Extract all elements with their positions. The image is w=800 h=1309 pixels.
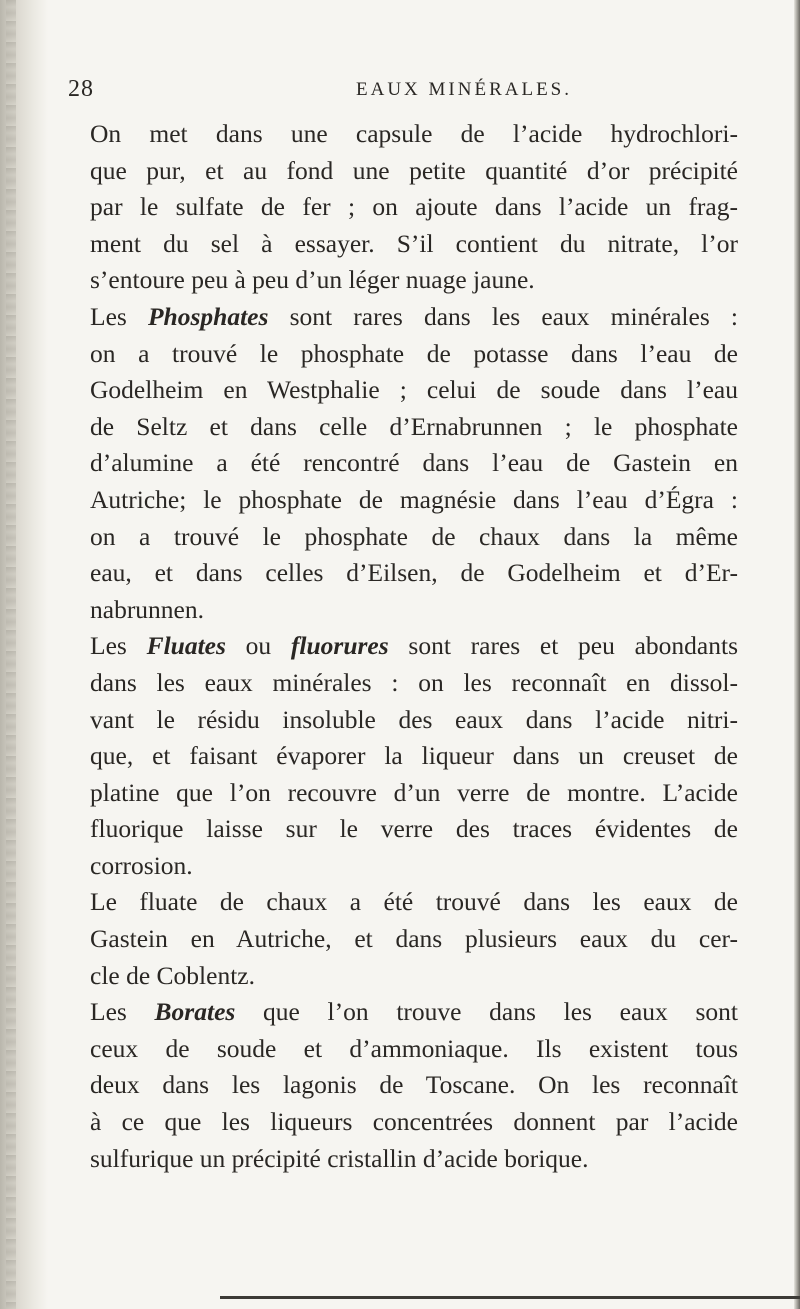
- text-line: on a trouvé le phosphate de potasse dans l’eau de: [90, 338, 738, 368]
- text-line: s’entoure peu à peu d’un léger nuage jaune.: [90, 265, 535, 295]
- text-line: par le sulfate de fer ; on ajoute dans l’acide un frag-: [90, 192, 738, 222]
- page-header: [68, 76, 748, 106]
- text-line: cle de Coblentz.: [90, 960, 255, 990]
- text-line: [68, 299, 738, 336]
- text-line: Godelheim en Westphalie ; celui de soude dans l’eau: [90, 375, 738, 405]
- term-fluorures: fluorures: [290, 631, 389, 661]
- text-line: nabrunnen.: [90, 594, 205, 624]
- text-line: eau, et dans celles d’Eilsen, de Godelheim et d’Er-: [90, 558, 738, 588]
- paragraph-nitrate-test: [68, 116, 738, 299]
- term-borates: Borates: [154, 997, 236, 1027]
- text-line: ceux de soude et d’ammoniaque. Ils existent tous: [90, 1033, 738, 1063]
- paragraph-borates: [68, 994, 738, 1177]
- paragraph-first-line-rest: que l’on trouve dans les eaux sont: [263, 997, 739, 1027]
- paragraph-first-line-rest: sont rares et peu abondants: [408, 631, 739, 661]
- paragraph-lead: Les: [90, 301, 127, 331]
- text-line: platine que l’on recouvre d’un verre de montre. L’acide: [90, 777, 738, 807]
- text-line: deux dans les lagonis de Toscane. On les reconnaît: [90, 1070, 738, 1100]
- paragraph-first-line-rest: sont rares dans les eaux minérales :: [289, 301, 738, 331]
- text-line: de Seltz et dans celle d’Ernabrunnen ; le phosphate: [90, 411, 738, 441]
- paragraph-lead: Les: [90, 997, 127, 1027]
- text-line: que, et faisant évaporer la liqueur dans un creuset de: [90, 741, 738, 771]
- text-line: [68, 628, 738, 665]
- bottom-edge-rule: [220, 1296, 800, 1299]
- text-line: Le fluate de chaux a été trouvé dans les eaux de: [90, 887, 738, 917]
- page-right-edge: [794, 0, 800, 1309]
- paragraph-phosphates: [68, 299, 738, 628]
- text-line: vant le résidu insoluble des eaux dans l’acide nitri-: [90, 704, 738, 734]
- text-line: corrosion.: [90, 850, 193, 880]
- text-line: Gastein en Autriche, et dans plusieurs eaux du cer-: [90, 924, 738, 954]
- text-line: [68, 994, 738, 1031]
- paragraph-fluates: [68, 628, 738, 884]
- paragraph-connector: ou: [245, 631, 272, 661]
- text-line: ment du sel à essayer. S’il contient du nitrate, l’or: [90, 228, 738, 258]
- running-head: EAUX MINÉRALES.: [356, 79, 572, 100]
- paragraph-lead: Les: [90, 631, 127, 661]
- term-phosphates: Phosphates: [147, 301, 269, 331]
- body-text: [68, 116, 738, 1177]
- page-number: 28: [68, 76, 94, 102]
- text-line: On met dans une capsule de l’acide hydrochlori-: [90, 119, 738, 148]
- text-line: Autriche; le phosphate de magnésie dans l’eau d’Égra :: [90, 484, 738, 514]
- text-line: à ce que les liqueurs concentrées donnent par l’acide: [90, 1107, 738, 1137]
- term-fluates: Fluates: [146, 631, 226, 661]
- binding-texture: [6, 0, 16, 1309]
- text-line: fluorique laisse sur le verre des traces évidentes de: [90, 814, 738, 844]
- paragraph-fluate-chaux: [68, 884, 738, 994]
- text-line: que pur, et au fond une petite quantité d’or précipité: [90, 155, 738, 185]
- text-line: dans les eaux minérales : on les reconnaît en dissol-: [90, 667, 738, 697]
- text-line: d’alumine a été rencontré dans l’eau de Gastein en: [90, 448, 738, 478]
- text-line: sulfurique un précipité cristallin d’acide borique.: [90, 1143, 589, 1173]
- text-line: on a trouvé le phosphate de chaux dans la même: [90, 521, 738, 551]
